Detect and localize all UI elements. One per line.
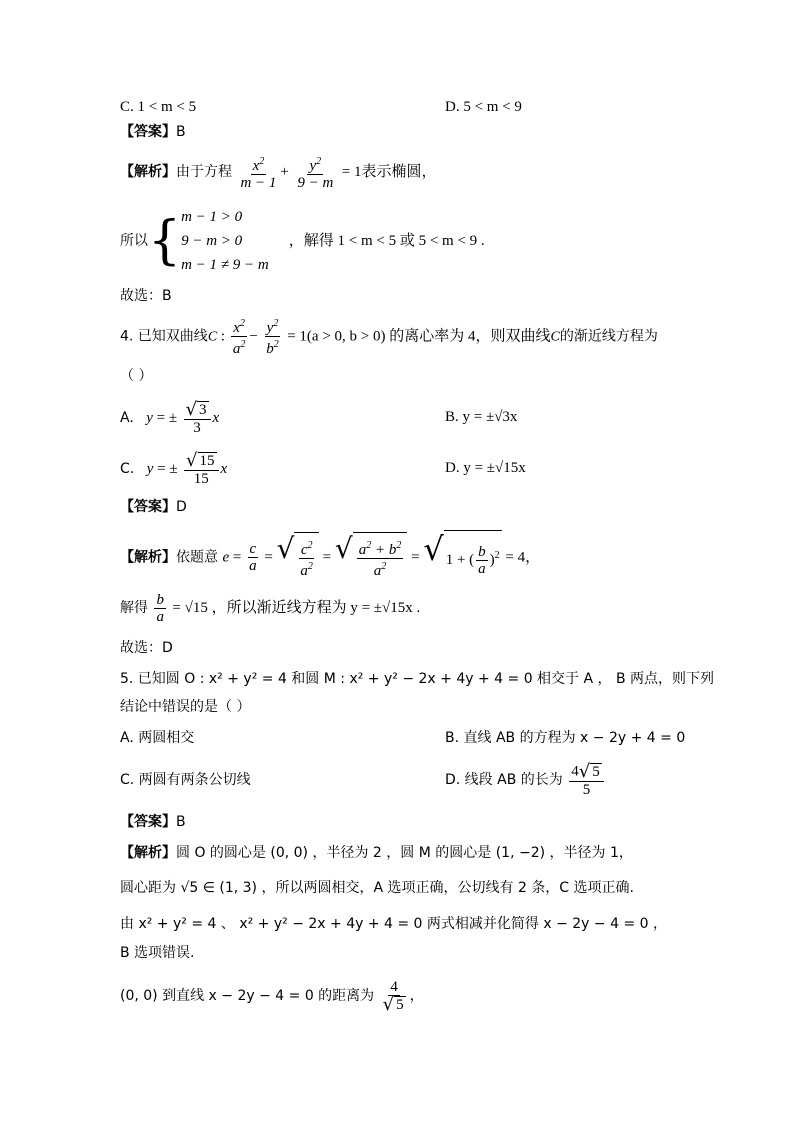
answer-value: B: [176, 124, 186, 140]
answer-value: B: [176, 814, 186, 830]
q3-option-d: D. 5 < m < 9: [445, 99, 522, 115]
analysis-text: 依题意: [176, 549, 218, 566]
q3-option-c: C. 1 < m < 5: [120, 99, 197, 115]
q5-option-a: A. 两圆相交: [120, 730, 195, 746]
analysis-text: = 1表示椭圆，: [341, 164, 437, 180]
q4-answer: [120, 497, 187, 517]
q4-stem: 4. 已知双曲线C : $\frac{x^2}{a^2}$ − $\frac{y^2}{b^2}$ = 1(a > 0, b > 0) 的离心率为 4，则双曲线C的渐近线方程为: [120, 318, 658, 357]
analysis-text: 由于方程: [176, 164, 232, 180]
q5-stem-2: 结论中错误的是（ ）: [120, 699, 251, 715]
q3-answer: [120, 122, 186, 142]
q4-option-d: D. y = ±√15x: [445, 460, 526, 476]
left-brace: {: [148, 211, 182, 271]
analysis-tag: 【解析】: [120, 164, 176, 180]
q5-option-c: C. 两圆有两条公切线: [120, 772, 251, 788]
q5-analysis-line-4: B 选项错误.: [120, 945, 195, 961]
q4-stem-text: 的渐近线方程为: [559, 328, 658, 345]
q4-option-b: B. y = ±√3x: [445, 409, 518, 425]
system-row-3: m − 1 ≠ 9 − m: [181, 257, 269, 273]
q4-choose: 故选：D: [120, 640, 173, 656]
answer-tag: 【答案】: [120, 124, 176, 140]
q3-choose: 故选：B: [120, 288, 172, 304]
q5-analysis-line-5: [120, 974, 424, 1018]
q3-analysis-system: [120, 205, 485, 277]
system-row-2: 9 − m > 0: [181, 233, 243, 249]
q5-answer: [120, 812, 186, 832]
inequality-system: [181, 205, 269, 277]
fraction-4-over-sqrt5: 4 √ 5: [382, 978, 404, 1015]
q5-analysis-line-3: 由 x² + y² = 4 、 x² + y² − 2x + 4y + 4 = 0 两式相减并化简得 x − 2y − 4 = 0 ，: [120, 916, 667, 932]
q4-paren: （ ）: [120, 368, 153, 384]
option-text: D. 线段 AB 的长为: [445, 772, 563, 788]
fraction-sqrt3-over-3: √ 3 3: [184, 401, 211, 436]
fraction-4sqrt5-over-5: 4 √ 5 5: [569, 763, 603, 798]
q5-stem-1: 5. 已知圆 O : x² + y² = 4 和圆 M : x² + y² − 2x + 4y + 4 = 0 相交于 A ， B 两点，则下列: [120, 671, 715, 687]
q5-analysis-line-1: [120, 843, 633, 863]
answer-tag: 【答案】: [120, 499, 176, 515]
analysis-text: = √15 ，所以渐近线方程为 y = ±√15x .: [172, 600, 421, 616]
analysis-tag: 【解析】: [120, 549, 176, 566]
q4-stem-text: 4. 已知双曲线: [120, 328, 208, 345]
answer-value: D: [176, 499, 187, 515]
q5-option-d: [445, 760, 606, 800]
q3-analysis-line-1: 【解析】由于方程 $\frac{x^2}{m - 1}$ + $\frac{y^2}{9 - m}$ = 1表示椭圆，: [120, 155, 437, 191]
fraction-y2-over-b2: $\frac{y^2}{b^2}$: [266, 318, 279, 357]
option-label: C.: [120, 461, 135, 477]
analysis-text: 解得: [120, 600, 148, 616]
analysis-text: (0, 0) 到直线 x − 2y − 4 = 0 的距离为: [120, 988, 375, 1004]
analysis-tag: 【解析】: [120, 845, 176, 861]
fraction-y2-over-9-m: $\frac{y^2}{9 - m}$: [297, 155, 334, 191]
q4-analysis-line-2: 解得 $\frac{b}{a}$ = √15 ，所以渐近线方程为 y = ±√15x .: [120, 591, 421, 625]
system-row-1: m − 1 > 0: [181, 209, 243, 225]
analysis-text: ，: [409, 988, 424, 1004]
so-text: 所以: [120, 233, 148, 249]
q5-analysis-line-2: 圆心距为 √5 ∈ (1, 3) ，所以两圆相交，A 选项正确，公切线有 2 条，C 选项正确.: [120, 880, 634, 896]
answer-tag: 【答案】: [120, 814, 176, 830]
q4-analysis-line-1: 【解析】依题意 e = $\frac{c}{a}$ = √ $\frac{c^2}{a^2}$ = √ $\frac{a^2 + b^2}{a^2}$ = √ 1 + ( $\frac{b}{a}$ )$^2$ = 4，: [120, 530, 540, 585]
fraction-x2-over-m-1: $\frac{x^2}{m - 1}$: [240, 155, 277, 191]
q4-stem-text: = 1(a > 0, b > 0) 的离心率为 4，则双曲线: [287, 328, 551, 345]
analysis-text: 圆 O 的圆心是 (0, 0) ，半径为 2 ，圆 M 的圆心是 (1, −2) ，半径为 1，: [176, 845, 633, 861]
solve-text: ，解得 1 < m < 5 或 5 < m < 9 .: [288, 233, 485, 249]
fraction-x2-over-a2: $\frac{x^2}{a^2}$: [232, 318, 246, 357]
q4-option-a: A. y = ± √ 3 3 x: [120, 398, 220, 436]
option-label: A.: [120, 410, 134, 426]
q5-option-b: B. 直线 AB 的方程为 x − 2y + 4 = 0: [445, 730, 686, 746]
fraction-sqrt15-over-15: √ 15 15: [184, 452, 218, 487]
q4-option-c: C. y = ± √ 15 15 x: [120, 449, 228, 487]
